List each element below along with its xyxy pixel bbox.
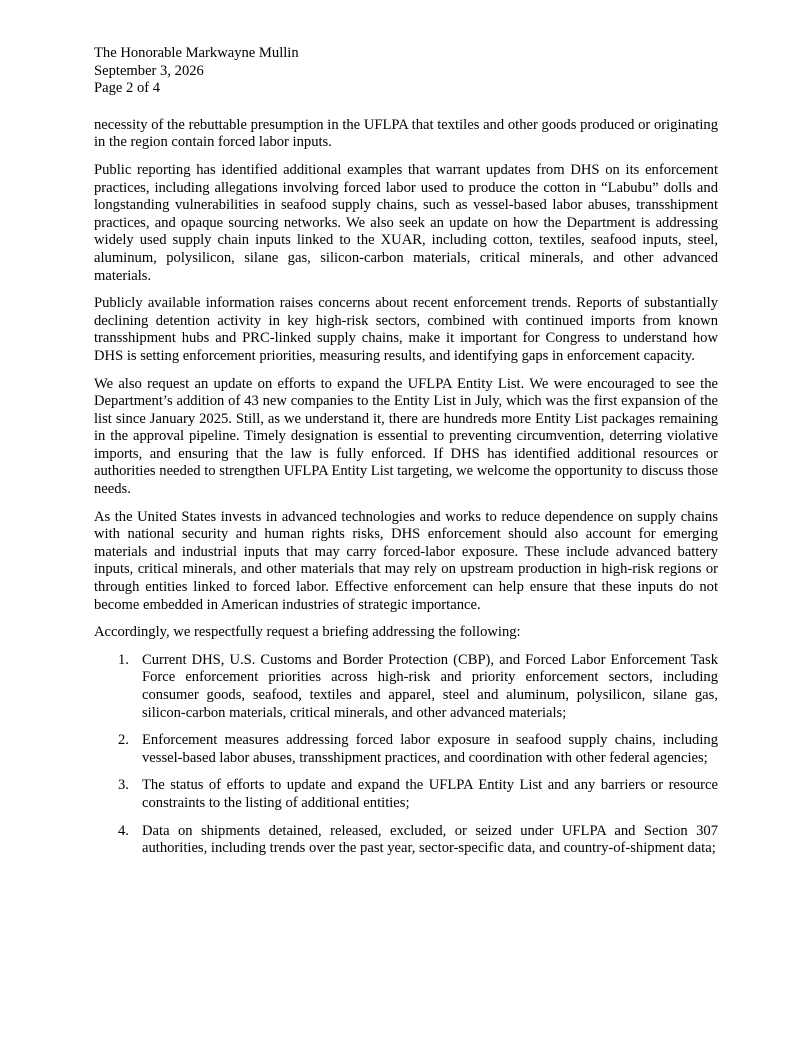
list-item-number: 3.: [118, 777, 129, 794]
paragraph-briefing-request: Accordingly, we respectfully request a briefing addressing the following:: [94, 624, 521, 641]
paragraph-enforcement-trends: Publicly available information raises concerns about recent enforcement trends. Reports of substantially declining detention activity in key high-risk sectors, combined with continued imports from known transshipment hubs and PRC-linked supply chains, make it important for Congress to understand how DHS is setting enforcement priorities, measuring results, and identifying gaps in enforcement capacity.: [94, 295, 718, 364]
list-item-number: 4.: [118, 822, 129, 839]
list-item: [94, 823, 718, 858]
list-item: [94, 652, 718, 722]
paragraph-entity-list: We also request an update on efforts to expand the UFLPA Entity List. We were encouraged to see the Department’s addition of 43 new companies to the Entity List in July, which was the first expansion of the list since January 2025. Still, as we understand it, there are hundreds more Entity List packages remaining in the approval pipeline. Timely designation is essential to preventing circumvention, deterring violative imports, and ensuring that the law is fully enforced. If DHS has identified additional resources or authorities needed to strengthen UFLPA Entity List targeting, we welcome the opportunity to discuss those needs.: [94, 375, 718, 498]
paragraph-public-reporting: Public reporting has identified additional examples that warrant updates from DHS on its enforcement practices, including allegations involving forced labor used to produce the cotton in “Labubu” dolls and longstanding vulnerabilities in seafood supply chains, such as vessel-based labor abuses, transshipment practices, and opaque sourcing networks. We also seek an update on how the Department is addressing widely used supply chain inputs linked to the XUAR, including cotton, textiles, seafood inputs, steel, aluminum, polysilicon, silane gas, silicon-carbon materials, critical minerals, and other advanced materials.: [94, 161, 718, 284]
list-item-number: 1.: [118, 651, 129, 668]
list-item-text: Current DHS, U.S. Customs and Border Protection (CBP), and Forced Labor Enforcement Task Force enforcement priorities across high-risk and priority enforcement sectors, including consumer goods, seafood, textiles and apparel, steel and aluminum, polysilicon, silane gas, silicon-carbon materials, critical minerals, and other advanced materials;: [142, 651, 718, 721]
list-item-text: Enforcement measures addressing forced labor exposure in seafood supply chains, including vessel-based labor abuses, transshipment practices, and coordination with other federal agencies;: [142, 732, 718, 766]
list-item: [94, 732, 718, 767]
letter-date: September 3, 2026: [94, 62, 204, 79]
list-item: [94, 777, 718, 812]
recipient-name: The Honorable Markwayne Mullin: [94, 45, 299, 61]
paragraph-advanced-technologies: As the United States invests in advanced technologies and works to reduce dependence on supply chains with national security and human rights risks, DHS enforcement should also account for emerging materials and industrial inputs that may carry forced-labor exposure. These include advanced battery inputs, critical minerals, and other materials that may rely on upstream production in high-risk regions or through entities linked to forced labor. Effective enforcement can help ensure that these inputs do not become embedded in American industries of strategic importance.: [94, 508, 718, 613]
list-item-text: Data on shipments detained, released, excluded, or seized under UFLPA and Section 307 authorities, including trends over the past year, sector-specific data, and country-of-shipment data;: [142, 822, 718, 857]
briefing-request-list: [94, 652, 718, 858]
page-number: Page 2 of 4: [94, 80, 161, 97]
letter-header: [94, 45, 718, 98]
list-item-number: 2.: [118, 732, 129, 749]
list-item-text: The status of efforts to update and expand the UFLPA Entity List and any barriers or resource constraints to the listing of additional entities;: [142, 777, 718, 811]
letter-page: [94, 45, 718, 868]
paragraph-continuation: necessity of the rebuttable presumption in the UFLPA that textiles and other goods produced or originating in the region contain forced labor inputs.: [94, 116, 718, 151]
